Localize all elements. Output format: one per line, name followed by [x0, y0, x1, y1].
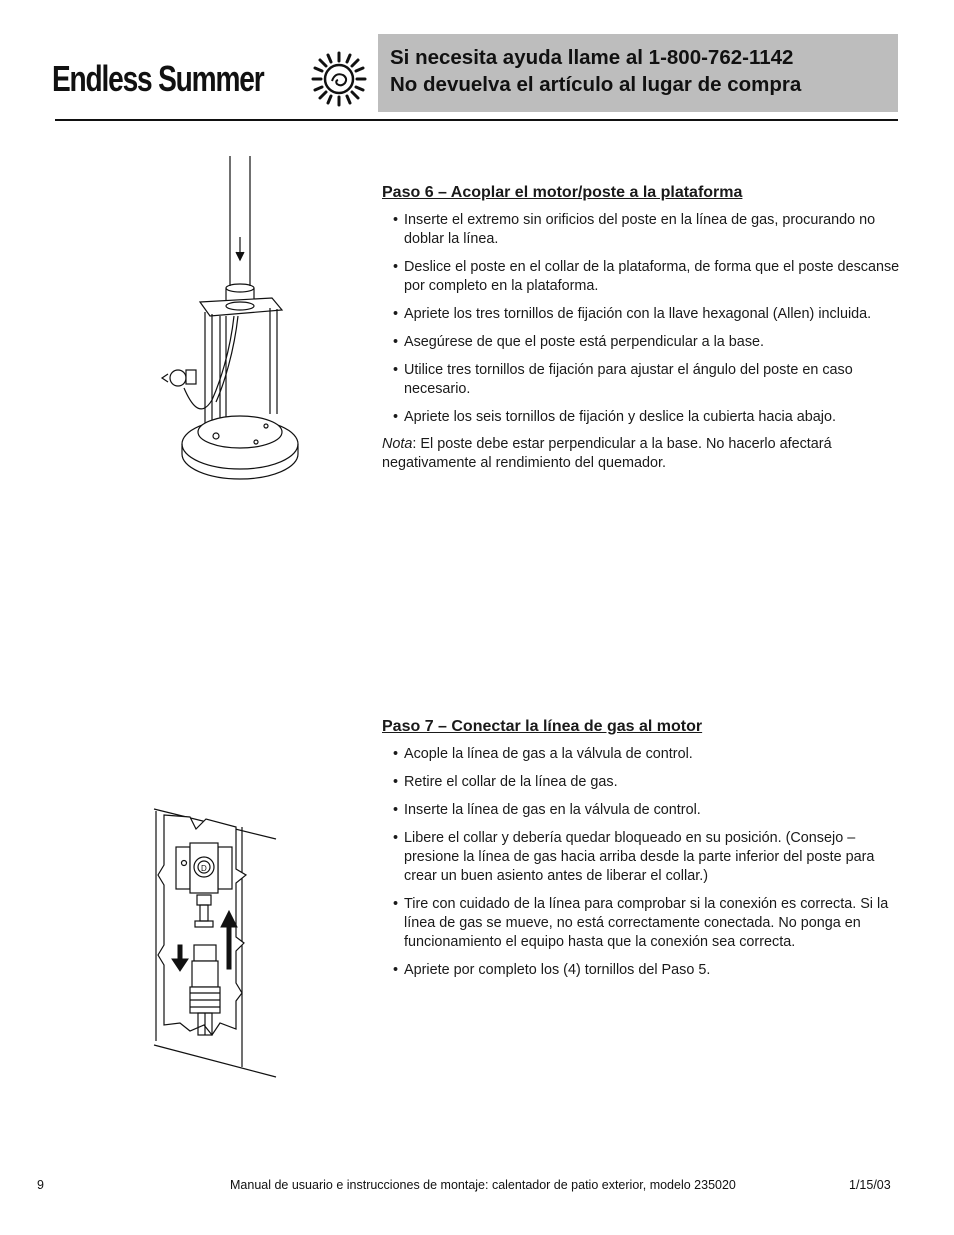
step6-section [382, 184, 902, 473]
header-divider [55, 119, 898, 121]
step6-list [382, 211, 902, 427]
list-item: • Apriete por completo los (4) tornillos del Paso 5. [393, 961, 902, 980]
list-item: • Asegúrese de que el poste está perpendicular a la base. [393, 333, 902, 352]
help-banner [378, 34, 898, 112]
list-item: • Apriete los seis tornillos de fijación y deslice la cubierta hacia abajo. [393, 408, 902, 427]
list-item: • Tire con cuidado de la línea para comprobar si la conexión es correcta. Si la línea de gas se mueve, no está correctamente conectada. No ponga en funcionamiento el equipo hasta que la conexión sea correcta. [393, 895, 902, 952]
document-date: 1/15/03 [849, 1178, 891, 1192]
list-item: • Libere el collar y debería quedar bloqueado en su posición. (Consejo – presione la línea de gas hacia arriba desde la parte inferior del poste para crear un buen asiento antes de liberar el collar.) [393, 829, 902, 886]
list-item: • Deslice el poste en el collar de la plataforma, de forma que el poste descanse por completo en la plataforma. [393, 258, 902, 296]
step7-list [382, 745, 902, 980]
figure-pole-platform [160, 152, 320, 482]
help-return-line: No devuelva el artículo al lugar de compra [390, 73, 802, 96]
valve-letter: D [201, 864, 207, 873]
step6-title: Paso 6 – Acoplar el motor/poste a la plataforma [382, 184, 743, 201]
manual-title: Manual de usuario e instrucciones de montaje: calentador de patio exterior, modelo 235020 [230, 1178, 736, 1192]
step7-section [382, 718, 902, 989]
page-number: 9 [37, 1178, 44, 1192]
list-item: • Acople la línea de gas a la válvula de control. [393, 745, 902, 764]
list-item: • Utilice tres tornillos de fijación para ajustar el ángulo del poste en caso necesario. [393, 361, 902, 399]
list-item: • Retire el collar de la línea de gas. [393, 773, 902, 792]
step6-note [382, 435, 892, 473]
note-label: Nota [382, 436, 413, 452]
step7-title: Paso 7 – Conectar la línea de gas al motor [382, 718, 703, 735]
help-phone-line: Si necesita ayuda llame al 1-800-762-1142 [390, 46, 794, 69]
sun-icon [310, 50, 368, 108]
brand-logo [52, 48, 323, 110]
note-text: : El poste debe estar perpendicular a la base. No hacerlo afectará negativamente al rendimiento del quemador. [382, 436, 832, 471]
list-item: • Apriete los tres tornillos de fijación con la llave hexagonal (Allen) incluida. [393, 305, 902, 324]
figure-gas-line-connection [150, 805, 280, 1085]
brand-name: Endless Summer [52, 58, 264, 99]
list-item: • Inserte el extremo sin orificios del poste en la línea de gas, procurando no doblar la línea. [393, 211, 902, 249]
list-item: • Inserte la línea de gas en la válvula de control. [393, 801, 902, 820]
